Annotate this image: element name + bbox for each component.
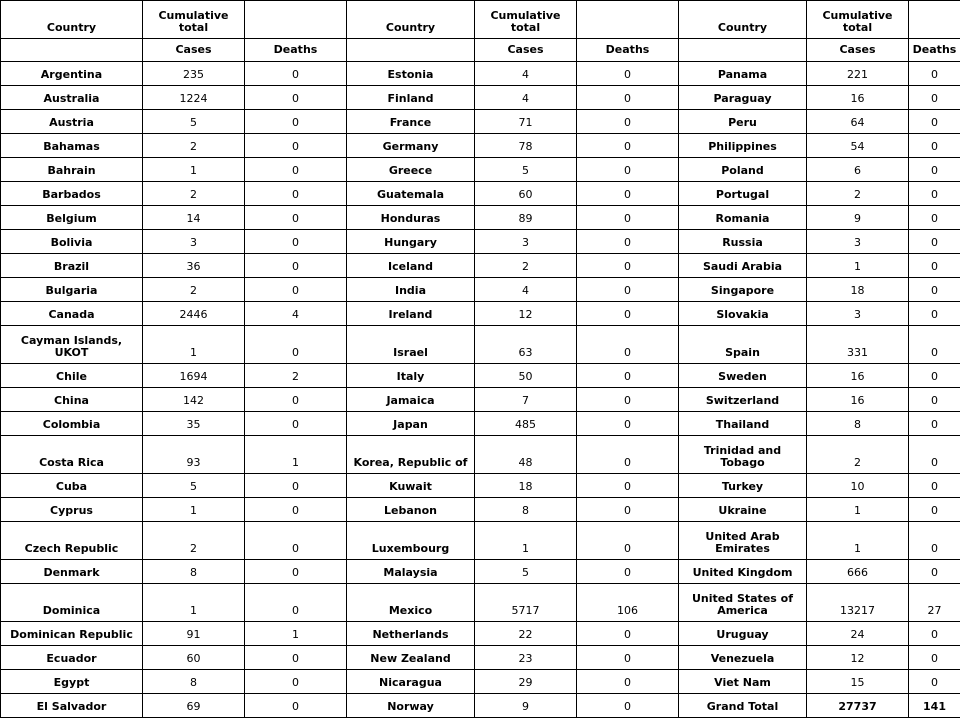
cases-cell: 1 bbox=[475, 522, 577, 560]
cases-cell: 91 bbox=[143, 622, 245, 646]
table-row bbox=[1, 694, 960, 718]
country-cell: Hungary bbox=[347, 230, 475, 254]
country-cell: India bbox=[347, 278, 475, 302]
cases-cell: 5 bbox=[475, 158, 577, 182]
country-cell: Slovakia bbox=[679, 302, 807, 326]
cases-cell: 1224 bbox=[143, 86, 245, 110]
deaths-cell: 0 bbox=[577, 388, 679, 412]
deaths-cell: 0 bbox=[245, 62, 347, 86]
country-cell: Mexico bbox=[347, 584, 475, 622]
cases-cell: 5717 bbox=[475, 584, 577, 622]
deaths-cell: 0 bbox=[909, 646, 960, 670]
country-cell: Guatemala bbox=[347, 182, 475, 206]
blank-header bbox=[1, 39, 143, 62]
country-header: Country bbox=[679, 1, 807, 39]
deaths-cell: 0 bbox=[245, 584, 347, 622]
cases-cell: 142 bbox=[143, 388, 245, 412]
deaths-header: Deaths bbox=[245, 39, 347, 62]
table-row bbox=[1, 182, 960, 206]
cases-cell: 23 bbox=[475, 646, 577, 670]
deaths-cell: 0 bbox=[909, 412, 960, 436]
table-row bbox=[1, 326, 960, 364]
deaths-cell: 0 bbox=[909, 206, 960, 230]
cases-cell: 8 bbox=[475, 498, 577, 522]
country-cell: Finland bbox=[347, 86, 475, 110]
deaths-cell: 0 bbox=[577, 134, 679, 158]
table-row bbox=[1, 412, 960, 436]
deaths-cell: 0 bbox=[909, 158, 960, 182]
cases-cell: 15 bbox=[807, 670, 909, 694]
cases-cell: 89 bbox=[475, 206, 577, 230]
table-row bbox=[1, 622, 960, 646]
deaths-cell: 0 bbox=[245, 326, 347, 364]
country-cell: Russia bbox=[679, 230, 807, 254]
country-cell: Uruguay bbox=[679, 622, 807, 646]
deaths-cell: 0 bbox=[245, 522, 347, 560]
cases-cell: 93 bbox=[143, 436, 245, 474]
table-row bbox=[1, 670, 960, 694]
cases-cell: 60 bbox=[143, 646, 245, 670]
cases-cell: 7 bbox=[475, 388, 577, 412]
deaths-cell: 0 bbox=[577, 62, 679, 86]
cases-cell: 4 bbox=[475, 62, 577, 86]
cases-cell: 4 bbox=[475, 86, 577, 110]
blank-header bbox=[909, 1, 960, 39]
country-cell: Bahamas bbox=[1, 134, 143, 158]
cases-cell: 485 bbox=[475, 412, 577, 436]
cases-cell: 48 bbox=[475, 436, 577, 474]
cases-cell: 64 bbox=[807, 110, 909, 134]
cases-cell: 16 bbox=[807, 86, 909, 110]
deaths-cell: 0 bbox=[577, 326, 679, 364]
cases-cell: 5 bbox=[143, 474, 245, 498]
cases-cell: 666 bbox=[807, 560, 909, 584]
country-cell: Spain bbox=[679, 326, 807, 364]
deaths-cell: 0 bbox=[577, 694, 679, 718]
country-cell: Ukraine bbox=[679, 498, 807, 522]
cases-cell: 2 bbox=[143, 134, 245, 158]
deaths-cell: 0 bbox=[245, 206, 347, 230]
deaths-cell: 0 bbox=[577, 622, 679, 646]
cases-cell: 3 bbox=[475, 230, 577, 254]
cumulative-total-header: Cumulative total bbox=[475, 1, 577, 39]
table-row bbox=[1, 134, 960, 158]
cases-cell: 235 bbox=[143, 62, 245, 86]
cases-cell: 36 bbox=[143, 254, 245, 278]
cases-cell: 1 bbox=[807, 522, 909, 560]
deaths-cell: 0 bbox=[909, 364, 960, 388]
cases-cell: 3 bbox=[143, 230, 245, 254]
subheader-row bbox=[1, 39, 960, 62]
deaths-cell: 0 bbox=[245, 254, 347, 278]
country-cell: New Zealand bbox=[347, 646, 475, 670]
deaths-cell: 0 bbox=[577, 412, 679, 436]
cases-cell: 27737 bbox=[807, 694, 909, 718]
cases-cell: 16 bbox=[807, 388, 909, 412]
country-cell: Poland bbox=[679, 158, 807, 182]
deaths-cell: 0 bbox=[245, 474, 347, 498]
country-cell: Estonia bbox=[347, 62, 475, 86]
country-cell: Belgium bbox=[1, 206, 143, 230]
cases-cell: 35 bbox=[143, 412, 245, 436]
country-cell: Viet Nam bbox=[679, 670, 807, 694]
cases-cell: 60 bbox=[475, 182, 577, 206]
table-row bbox=[1, 498, 960, 522]
deaths-cell: 0 bbox=[577, 498, 679, 522]
cases-cell: 13217 bbox=[807, 584, 909, 622]
deaths-cell: 0 bbox=[245, 182, 347, 206]
deaths-cell: 0 bbox=[577, 278, 679, 302]
country-cell: Cayman Islands, UKOT bbox=[1, 326, 143, 364]
country-cell: Sweden bbox=[679, 364, 807, 388]
country-cell: Netherlands bbox=[347, 622, 475, 646]
table-row bbox=[1, 206, 960, 230]
cases-cell: 2446 bbox=[143, 302, 245, 326]
table-body bbox=[1, 62, 960, 718]
deaths-cell: 0 bbox=[909, 498, 960, 522]
country-cell: Egypt bbox=[1, 670, 143, 694]
cases-cell: 8 bbox=[143, 560, 245, 584]
country-cell: Romania bbox=[679, 206, 807, 230]
deaths-cell: 106 bbox=[577, 584, 679, 622]
cases-cell: 12 bbox=[475, 302, 577, 326]
deaths-cell: 0 bbox=[577, 646, 679, 670]
cases-cell: 54 bbox=[807, 134, 909, 158]
cases-cell: 24 bbox=[807, 622, 909, 646]
deaths-cell: 0 bbox=[577, 86, 679, 110]
table-row bbox=[1, 86, 960, 110]
country-cell: Bulgaria bbox=[1, 278, 143, 302]
deaths-cell: 0 bbox=[245, 694, 347, 718]
country-cell: Chile bbox=[1, 364, 143, 388]
cases-header: Cases bbox=[143, 39, 245, 62]
country-cell: Germany bbox=[347, 134, 475, 158]
blank-header bbox=[347, 39, 475, 62]
deaths-cell: 0 bbox=[909, 86, 960, 110]
country-cell: United Arab Emirates bbox=[679, 522, 807, 560]
country-cell: Kuwait bbox=[347, 474, 475, 498]
table-row bbox=[1, 436, 960, 474]
table-row bbox=[1, 278, 960, 302]
country-cell: Bolivia bbox=[1, 230, 143, 254]
deaths-cell: 0 bbox=[909, 326, 960, 364]
deaths-cell: 0 bbox=[245, 412, 347, 436]
deaths-cell: 0 bbox=[909, 278, 960, 302]
country-cell: Portugal bbox=[679, 182, 807, 206]
country-cell: Greece bbox=[347, 158, 475, 182]
country-cell: Australia bbox=[1, 86, 143, 110]
table-row bbox=[1, 62, 960, 86]
table-row bbox=[1, 364, 960, 388]
cases-cell: 9 bbox=[807, 206, 909, 230]
cases-cell: 1 bbox=[143, 498, 245, 522]
country-cell: Dominican Republic bbox=[1, 622, 143, 646]
deaths-cell: 0 bbox=[245, 560, 347, 584]
table-row bbox=[1, 474, 960, 498]
cases-cell: 10 bbox=[807, 474, 909, 498]
country-cell: El Salvador bbox=[1, 694, 143, 718]
country-cell: Switzerland bbox=[679, 388, 807, 412]
deaths-cell: 1 bbox=[245, 622, 347, 646]
country-cell: Jamaica bbox=[347, 388, 475, 412]
cases-cell: 18 bbox=[807, 278, 909, 302]
cases-cell: 12 bbox=[807, 646, 909, 670]
cumulative-total-header: Cumulative total bbox=[807, 1, 909, 39]
cases-cell: 331 bbox=[807, 326, 909, 364]
country-cell: Luxembourg bbox=[347, 522, 475, 560]
table-row bbox=[1, 522, 960, 560]
country-cell: Honduras bbox=[347, 206, 475, 230]
country-cell: Thailand bbox=[679, 412, 807, 436]
deaths-cell: 4 bbox=[245, 302, 347, 326]
country-cell: Dominica bbox=[1, 584, 143, 622]
deaths-cell: 0 bbox=[245, 498, 347, 522]
deaths-cell: 0 bbox=[245, 670, 347, 694]
cases-cell: 50 bbox=[475, 364, 577, 388]
country-cell: Bahrain bbox=[1, 158, 143, 182]
country-cell: Singapore bbox=[679, 278, 807, 302]
deaths-cell: 0 bbox=[245, 134, 347, 158]
table-row bbox=[1, 254, 960, 278]
deaths-cell: 0 bbox=[909, 436, 960, 474]
cases-cell: 18 bbox=[475, 474, 577, 498]
deaths-cell: 0 bbox=[245, 230, 347, 254]
country-cell: Korea, Republic of bbox=[347, 436, 475, 474]
country-cell: Lebanon bbox=[347, 498, 475, 522]
deaths-cell: 0 bbox=[577, 230, 679, 254]
deaths-cell: 0 bbox=[577, 110, 679, 134]
country-cell: Japan bbox=[347, 412, 475, 436]
deaths-cell: 0 bbox=[577, 670, 679, 694]
country-header: Country bbox=[1, 1, 143, 39]
country-cell: Colombia bbox=[1, 412, 143, 436]
deaths-cell: 0 bbox=[909, 230, 960, 254]
cases-cell: 3 bbox=[807, 230, 909, 254]
deaths-cell: 0 bbox=[577, 302, 679, 326]
deaths-cell: 2 bbox=[245, 364, 347, 388]
deaths-cell: 0 bbox=[909, 182, 960, 206]
table-row bbox=[1, 388, 960, 412]
deaths-cell: 0 bbox=[577, 522, 679, 560]
cases-cell: 1 bbox=[143, 326, 245, 364]
country-cell: Austria bbox=[1, 110, 143, 134]
cases-cell: 5 bbox=[475, 560, 577, 584]
deaths-cell: 0 bbox=[245, 646, 347, 670]
cases-cell: 1 bbox=[807, 254, 909, 278]
cases-header: Cases bbox=[475, 39, 577, 62]
country-cell: Peru bbox=[679, 110, 807, 134]
deaths-cell: 0 bbox=[909, 302, 960, 326]
deaths-cell: 0 bbox=[245, 278, 347, 302]
deaths-cell: 0 bbox=[245, 86, 347, 110]
cases-cell: 2 bbox=[143, 278, 245, 302]
country-cell: China bbox=[1, 388, 143, 412]
deaths-cell: 0 bbox=[245, 158, 347, 182]
country-cell: Turkey bbox=[679, 474, 807, 498]
deaths-cell: 0 bbox=[909, 560, 960, 584]
country-cell: Iceland bbox=[347, 254, 475, 278]
cases-cell: 9 bbox=[475, 694, 577, 718]
country-cell: Grand Total bbox=[679, 694, 807, 718]
table-row bbox=[1, 158, 960, 182]
table-row bbox=[1, 302, 960, 326]
cases-cell: 221 bbox=[807, 62, 909, 86]
cases-cell: 1 bbox=[143, 584, 245, 622]
deaths-cell: 0 bbox=[909, 388, 960, 412]
deaths-cell: 0 bbox=[245, 388, 347, 412]
deaths-cell: 0 bbox=[909, 254, 960, 278]
deaths-cell: 0 bbox=[577, 182, 679, 206]
country-cell: Saudi Arabia bbox=[679, 254, 807, 278]
cases-cell: 1694 bbox=[143, 364, 245, 388]
deaths-header: Deaths bbox=[577, 39, 679, 62]
country-cell: Paraguay bbox=[679, 86, 807, 110]
deaths-cell: 0 bbox=[577, 158, 679, 182]
deaths-cell: 0 bbox=[577, 560, 679, 584]
deaths-cell: 0 bbox=[909, 110, 960, 134]
cases-cell: 2 bbox=[475, 254, 577, 278]
deaths-header: Deaths bbox=[909, 39, 960, 62]
cases-cell: 63 bbox=[475, 326, 577, 364]
table-row bbox=[1, 646, 960, 670]
cases-header: Cases bbox=[807, 39, 909, 62]
cases-cell: 1 bbox=[807, 498, 909, 522]
country-cell: Cuba bbox=[1, 474, 143, 498]
cases-cell: 8 bbox=[143, 670, 245, 694]
deaths-cell: 0 bbox=[577, 364, 679, 388]
deaths-cell: 0 bbox=[577, 206, 679, 230]
cases-cell: 3 bbox=[807, 302, 909, 326]
header-row bbox=[1, 1, 960, 39]
deaths-cell: 0 bbox=[909, 474, 960, 498]
table-row bbox=[1, 560, 960, 584]
deaths-cell: 0 bbox=[909, 622, 960, 646]
cases-cell: 14 bbox=[143, 206, 245, 230]
deaths-cell: 0 bbox=[909, 62, 960, 86]
country-cell: Barbados bbox=[1, 182, 143, 206]
cases-cell: 69 bbox=[143, 694, 245, 718]
country-cell: Czech Republic bbox=[1, 522, 143, 560]
country-cell: Ecuador bbox=[1, 646, 143, 670]
cases-cell: 78 bbox=[475, 134, 577, 158]
country-cell: Brazil bbox=[1, 254, 143, 278]
country-cell: United Kingdom bbox=[679, 560, 807, 584]
country-cell: Israel bbox=[347, 326, 475, 364]
cases-cell: 1 bbox=[143, 158, 245, 182]
cases-cell: 71 bbox=[475, 110, 577, 134]
cumulative-total-header: Cumulative total bbox=[143, 1, 245, 39]
cases-cell: 2 bbox=[143, 522, 245, 560]
country-cell: Denmark bbox=[1, 560, 143, 584]
country-cell: Ireland bbox=[347, 302, 475, 326]
deaths-cell: 0 bbox=[909, 134, 960, 158]
cases-cell: 5 bbox=[143, 110, 245, 134]
deaths-cell: 0 bbox=[577, 436, 679, 474]
cases-cell: 4 bbox=[475, 278, 577, 302]
country-cell: Italy bbox=[347, 364, 475, 388]
country-cell: France bbox=[347, 110, 475, 134]
cases-cell: 22 bbox=[475, 622, 577, 646]
blank-header bbox=[245, 1, 347, 39]
country-header: Country bbox=[347, 1, 475, 39]
country-cell: Nicaragua bbox=[347, 670, 475, 694]
country-cell: Venezuela bbox=[679, 646, 807, 670]
table-row bbox=[1, 230, 960, 254]
deaths-cell: 0 bbox=[909, 522, 960, 560]
blank-header bbox=[679, 39, 807, 62]
country-cell: Trinidad and Tobago bbox=[679, 436, 807, 474]
country-cell: Norway bbox=[347, 694, 475, 718]
cases-cell: 16 bbox=[807, 364, 909, 388]
table-row bbox=[1, 584, 960, 622]
cases-cell: 2 bbox=[143, 182, 245, 206]
table-row bbox=[1, 110, 960, 134]
cases-cell: 29 bbox=[475, 670, 577, 694]
cases-cell: 8 bbox=[807, 412, 909, 436]
country-cell: Malaysia bbox=[347, 560, 475, 584]
country-cell: Philippines bbox=[679, 134, 807, 158]
blank-header bbox=[577, 1, 679, 39]
country-cell: Panama bbox=[679, 62, 807, 86]
deaths-cell: 1 bbox=[245, 436, 347, 474]
country-cell: United States of America bbox=[679, 584, 807, 622]
cases-cell: 6 bbox=[807, 158, 909, 182]
country-cell: Cyprus bbox=[1, 498, 143, 522]
deaths-cell: 0 bbox=[245, 110, 347, 134]
cases-cell: 2 bbox=[807, 436, 909, 474]
country-cell: Canada bbox=[1, 302, 143, 326]
country-cell: Costa Rica bbox=[1, 436, 143, 474]
cases-cell: 2 bbox=[807, 182, 909, 206]
deaths-cell: 0 bbox=[909, 670, 960, 694]
deaths-cell: 27 bbox=[909, 584, 960, 622]
deaths-cell: 0 bbox=[577, 254, 679, 278]
deaths-cell: 0 bbox=[577, 474, 679, 498]
deaths-cell: 141 bbox=[909, 694, 960, 718]
country-cell: Argentina bbox=[1, 62, 143, 86]
